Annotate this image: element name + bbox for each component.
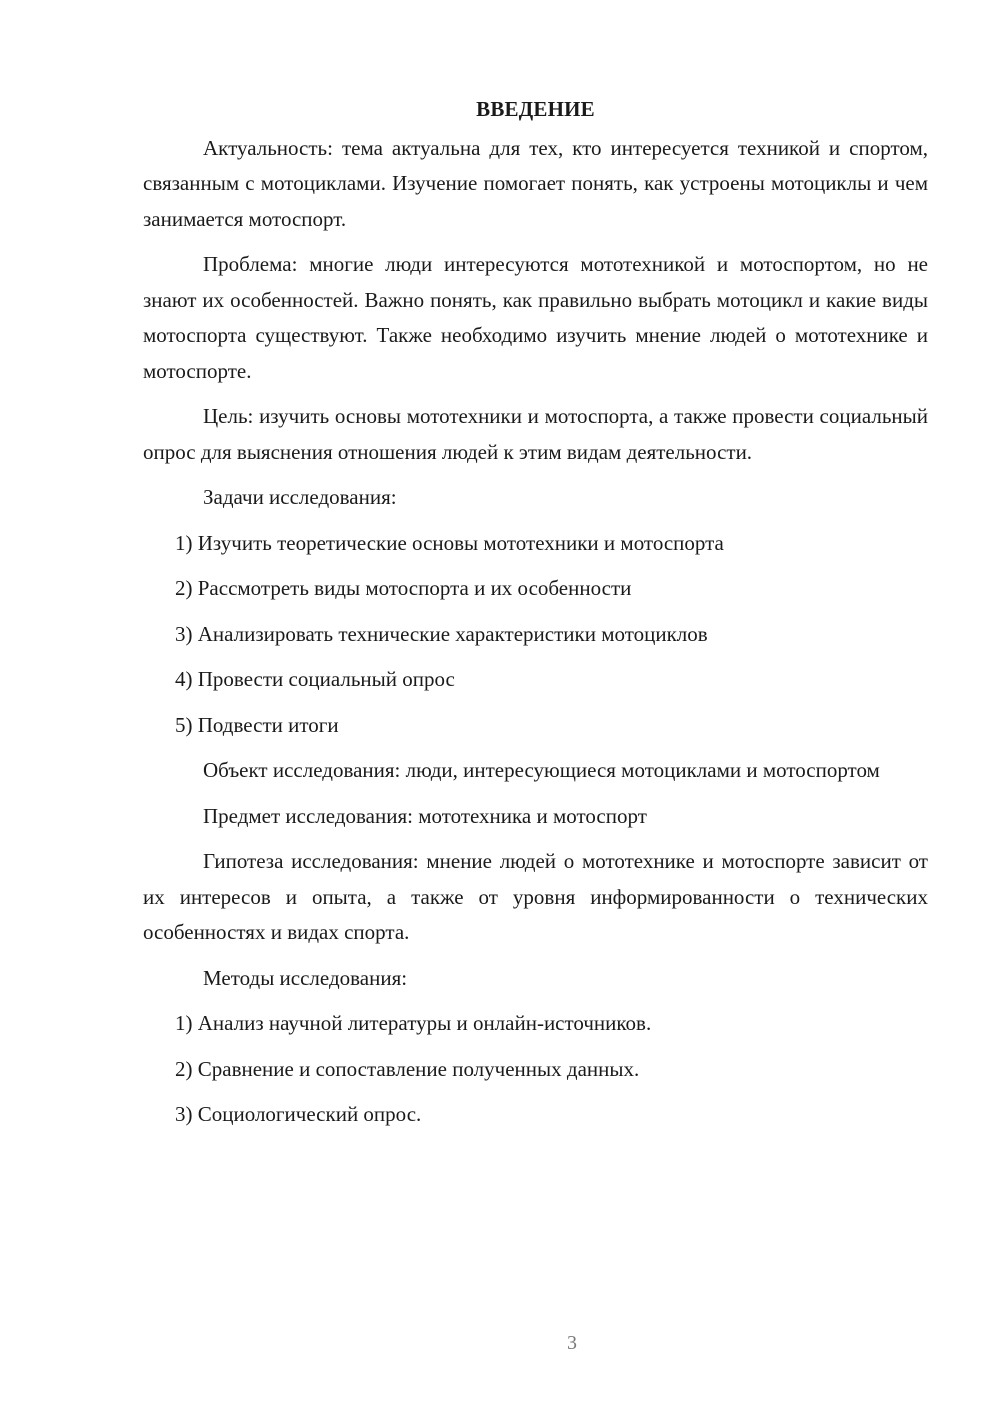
list-item: 5) Подвести итоги (175, 712, 339, 737)
problem-paragraph: Проблема: многие люди интересуются мототехникой и мотоспортом, но не знают их особенностей. Важно понять, как правильно выбрать мотоцикл и какие виды мотоспорта существуют. Также необходимо изучить мнение людей о мототехнике и мотоспорте. (143, 252, 928, 383)
list-item: 2) Сравнение и сопоставление полученных данных. (175, 1056, 640, 1081)
methods-list (143, 1006, 928, 1133)
hypothesis-paragraph: Гипотеза исследования: мнение людей о мототехнике и мотоспорте зависит от их интересов и опыта, а также от уровня информированности о технических особенностях и видах спорта. (143, 849, 928, 944)
methods-heading: Методы исследования: (203, 965, 408, 990)
tasks-heading: Задачи исследования: (203, 485, 397, 509)
tasks-list (143, 526, 928, 744)
list-item: 3) Анализировать технические характеристики мотоциклов (175, 621, 708, 646)
list-item: 4) Провести социальный опрос (175, 667, 455, 691)
relevance-paragraph: Актуальность: тема актуальна для тех, кто интересуется техникой и спортом, связанным с мотоциклами. Изучение помогает понять, как устроены мотоциклы и чем занимается мотоспорт. (143, 135, 928, 231)
goal-paragraph: Цель: изучить основы мототехники и мотоспорта, а также провести социальный опрос для выяснения отношения людей к этим видам деятельности. (143, 404, 928, 464)
list-item: 3) Социологический опрос. (175, 1102, 422, 1126)
list-item: 2) Рассмотреть виды мотоспорта и их особенности (175, 576, 632, 600)
list-item: 1) Анализ научной литературы и онлайн-источников. (175, 1011, 652, 1035)
list-item: 1) Изучить теоретические основы мототехники и мотоспорта (175, 530, 724, 555)
page-title: ВВЕДЕНИЕ (476, 97, 595, 121)
page-number: 3 (567, 1332, 577, 1354)
subject-paragraph: Предмет исследования: мототехника и мотоспорт (203, 803, 647, 828)
document-page (143, 92, 928, 1143)
object-paragraph: Объект исследования: люди, интересующиеся мотоциклами и мотоспортом (203, 758, 880, 782)
